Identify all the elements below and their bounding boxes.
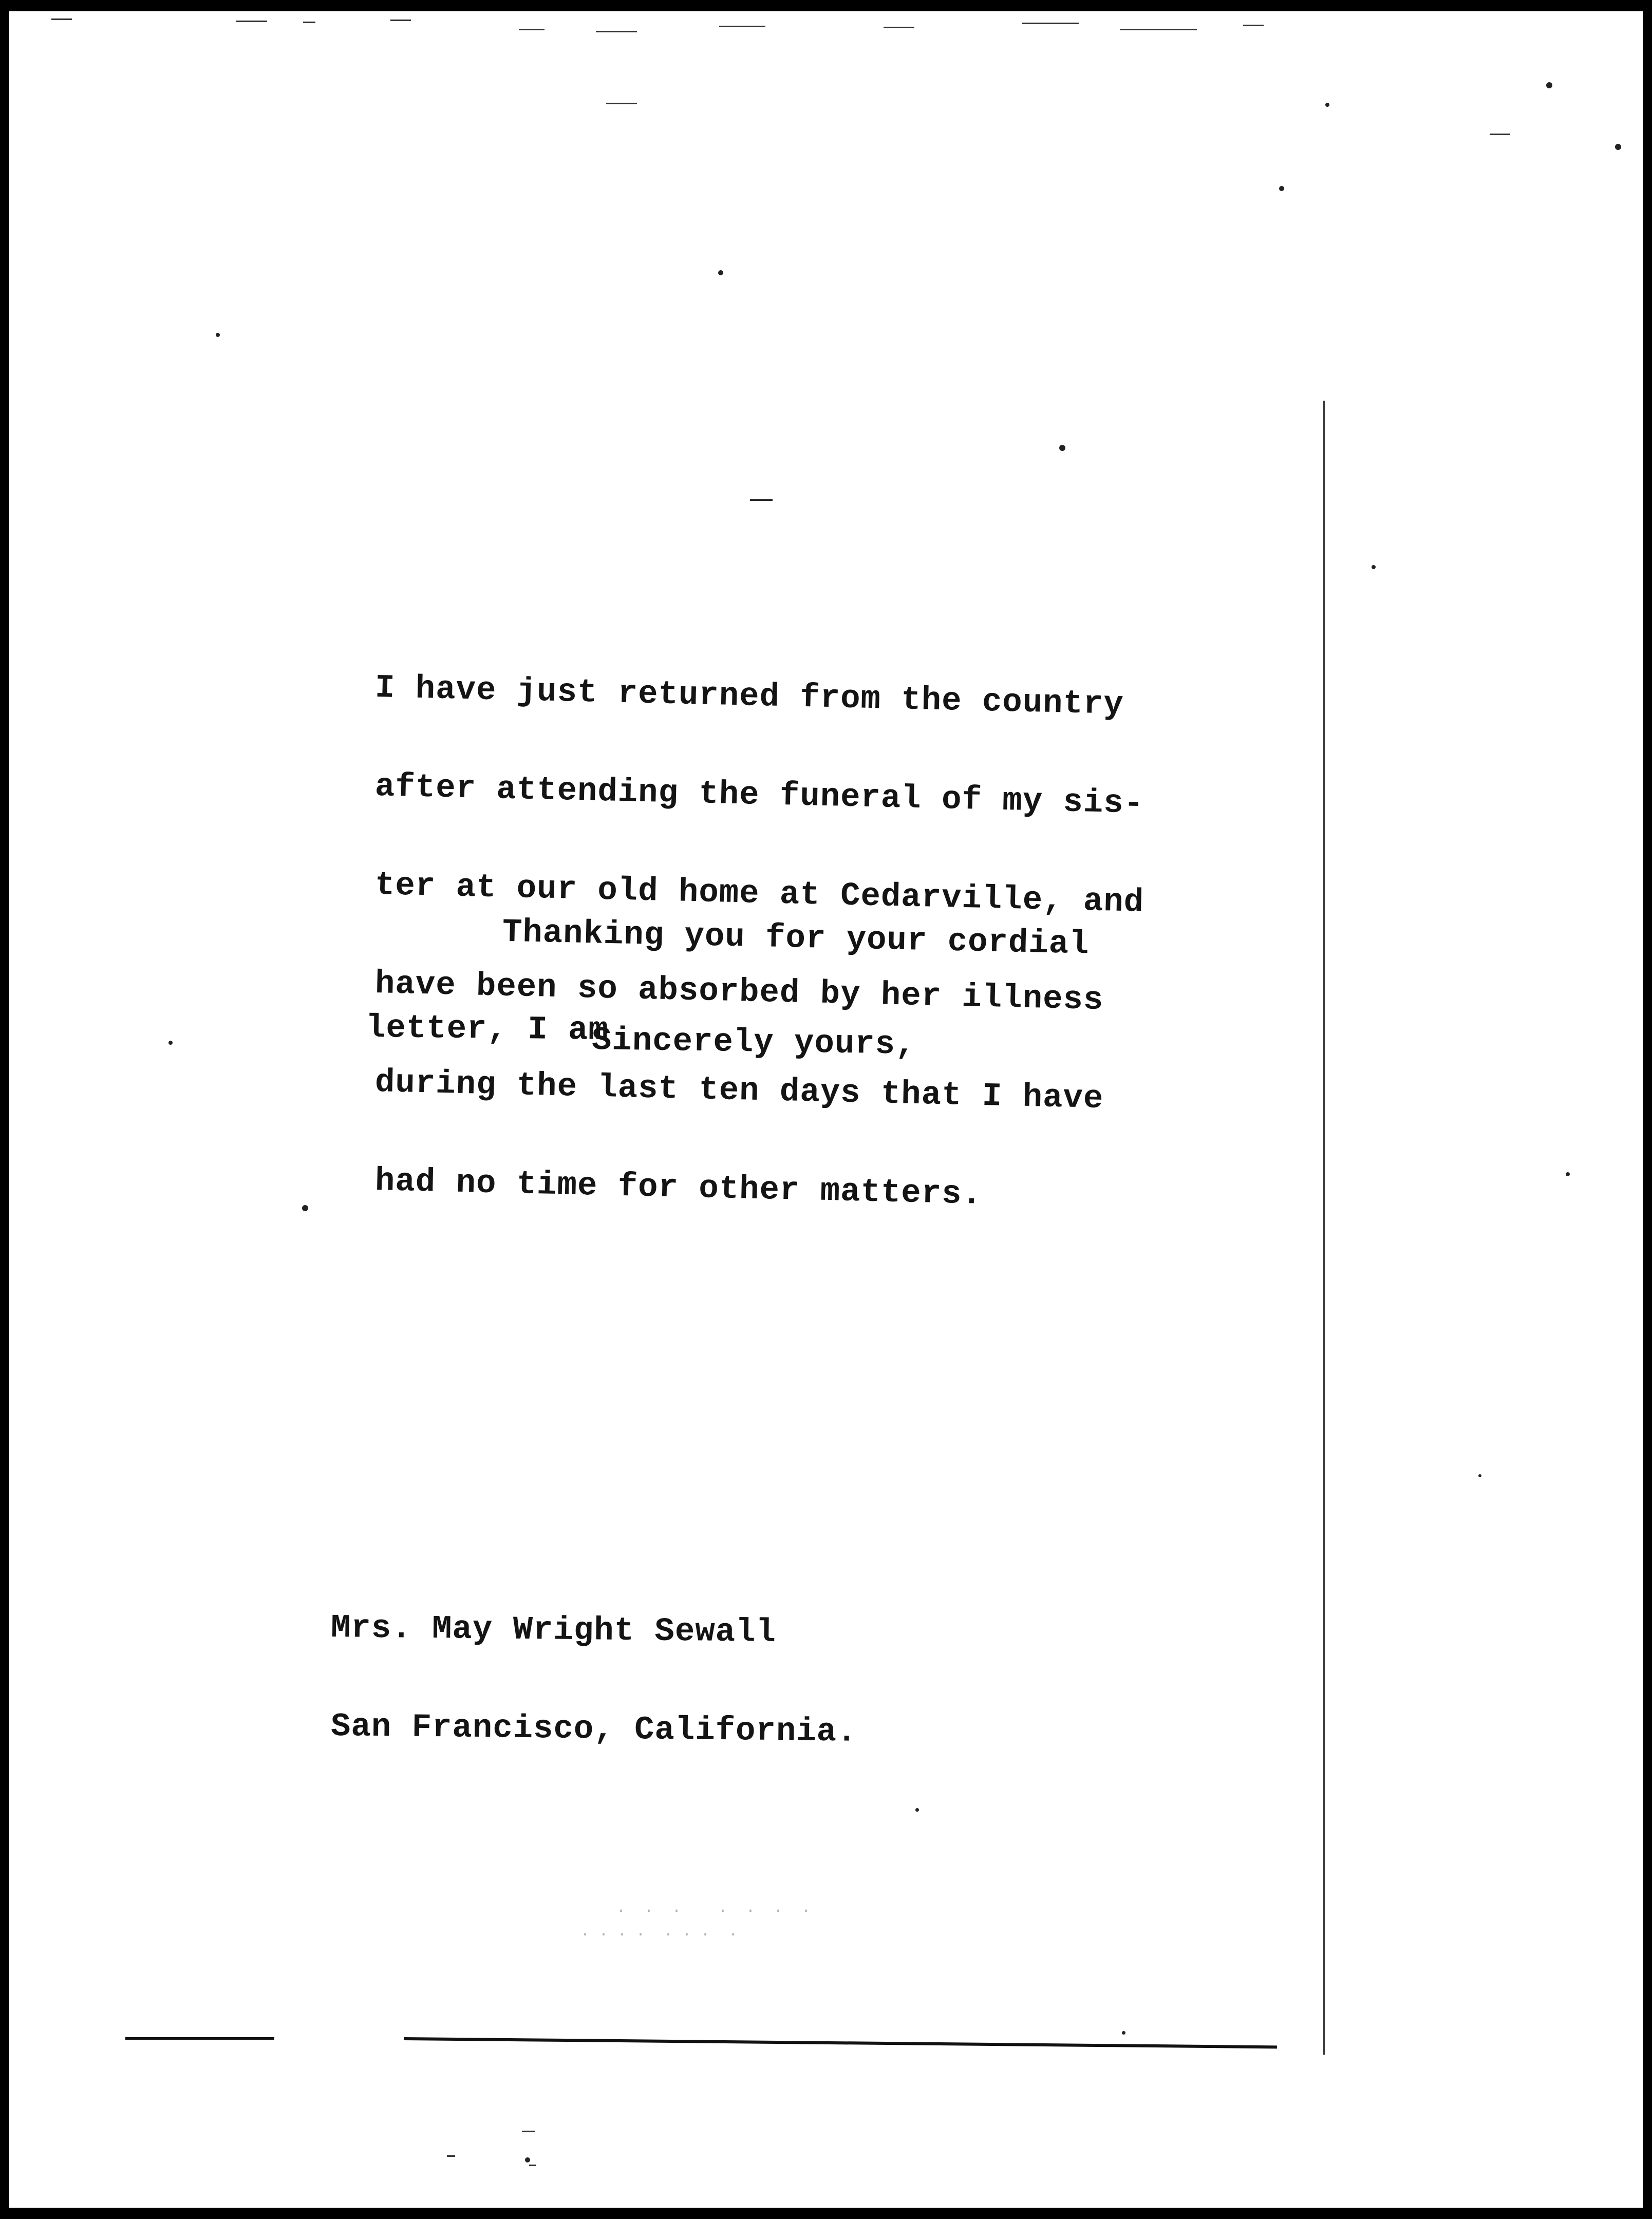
bleed-through-mark: . . . . . . . (616, 1900, 811, 1917)
scan-speck (302, 1205, 308, 1211)
scan-mark (1120, 29, 1197, 30)
letter-body-line: have been so absorbed by her illness (374, 966, 1104, 1020)
scan-speck (1279, 186, 1284, 191)
recipient-name: Mrs. May Wright Sewall (330, 1610, 777, 1652)
scan-mark (236, 21, 267, 22)
scan-speck (216, 333, 220, 337)
scan-speck (168, 1041, 173, 1045)
scan-mark (1490, 134, 1510, 135)
scan-speck (718, 270, 723, 275)
letter-thanks-line: Thanking you for your cordial (502, 914, 1090, 964)
recipient-block (331, 1546, 857, 1809)
scan-border-right (1643, 0, 1652, 2219)
letter-body-line: after attending the funeral of my sis- (374, 768, 1144, 823)
scan-mark (522, 2131, 535, 2132)
scan-speck (1615, 144, 1621, 150)
scan-border-bottom (0, 2208, 1652, 2219)
scan-mark (750, 499, 773, 501)
scan-speck (1546, 82, 1552, 88)
bottom-rule-long (404, 2037, 1277, 2048)
recipient-address: San Francisco, California. (330, 1708, 857, 1751)
letter-closing: Sincerely yours, (591, 1022, 916, 1064)
scan-speck (915, 1808, 919, 1812)
scan-speck (1059, 445, 1065, 451)
scan-mark (447, 2155, 455, 2157)
letter-body-line: I have just returned from the country (374, 670, 1124, 724)
paper-edge-line (1323, 401, 1325, 2055)
scan-speck (1478, 1474, 1481, 1477)
letter-body-line: ter at our old home at Cedarville, and (374, 867, 1144, 922)
scan-speck (1372, 565, 1376, 569)
scan-mark (519, 29, 545, 30)
bottom-rule-short (125, 2037, 274, 2040)
scan-border-top (0, 0, 1652, 11)
scan-mark (606, 103, 637, 104)
scan-speck (1122, 2031, 1125, 2035)
scan-mark (303, 22, 315, 23)
scan-speck (1325, 103, 1329, 107)
letter-thanks-line: letter, I am (365, 1010, 609, 1049)
scan-speck (1566, 1172, 1570, 1176)
scan-mark (719, 26, 765, 27)
scan-mark (1243, 25, 1264, 26)
scan-speck (525, 2157, 530, 2162)
scan-mark (51, 18, 72, 20)
letter-thanks (366, 848, 1090, 1111)
letter-body-line: during the last ten days that I have (374, 1064, 1104, 1118)
bleed-through-mark: . . . . . . . . (580, 1923, 738, 1941)
scan-mark (390, 20, 411, 21)
letter-body-line: had no time for other matters. (374, 1163, 983, 1214)
scan-mark (884, 27, 914, 28)
scan-mark (596, 31, 637, 32)
scan-mark (529, 2165, 536, 2166)
scan-border-left (0, 0, 9, 2219)
scan-mark (1022, 23, 1079, 24)
